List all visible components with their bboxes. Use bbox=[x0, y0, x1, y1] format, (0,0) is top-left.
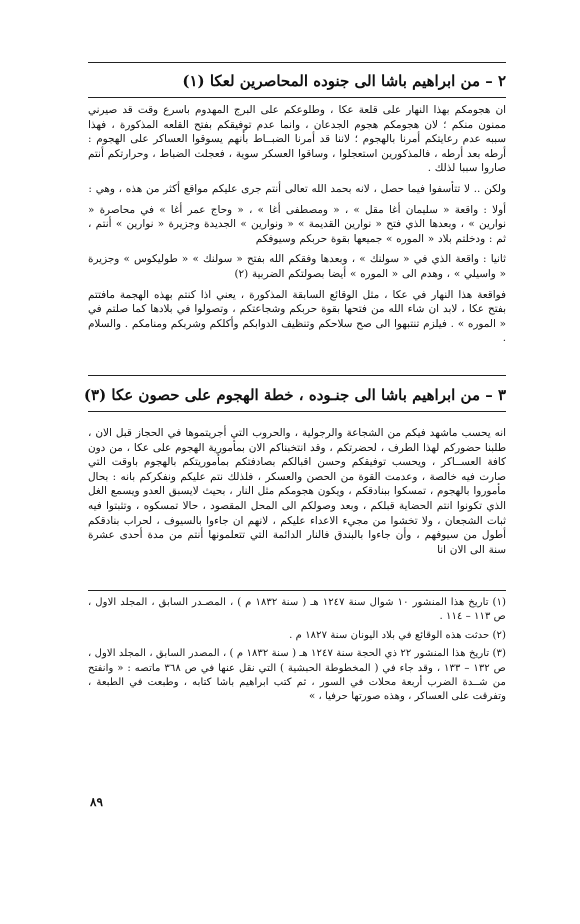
heading-rule bbox=[88, 411, 506, 412]
section-heading: ٢ – من ابراهيم باشا الى جنوده المحاصرين لعكا (١) bbox=[182, 72, 506, 90]
footnote: (٢) حدثت هذه الوقائع في بلاد اليونان سنة ١٨٢٧ م . bbox=[289, 629, 506, 641]
top-rule bbox=[88, 62, 506, 63]
footnotes bbox=[88, 596, 506, 705]
footnote: (١) تاريخ هذا المنشور ١٠ شوال سنة ١٢٤٧ هـ ( سنة ١٨٣٢ م ) ، المصـدر السابق ، المجلد الاول ، ص ١١٣ – ١١٤ . bbox=[88, 597, 506, 623]
footnote: (٣) تاريخ هذا المنشور ٢٢ ذي الحجة سنة ١٢٤٧ هـ ( سنة ١٨٣٢ م ) ، المصدر السابق ، المجلد الاول ، ص ١٣٢ – ١٣٣ ، وقد جاء في ( المخطوطة الحبشية ) التي نقل عنها في ص ٣٦٨ ماتصه : « وانفتح من شــدة الضرب أربعة محلات في السور ، ثم كتب ابراهيم باشا كتابه ، وطبعت في الطبعة ، وتفرقت على العساكر ، وهذه صورتها حرفيا ، » bbox=[88, 648, 507, 703]
page-number: ٨٩ bbox=[90, 795, 103, 809]
section-body bbox=[88, 103, 506, 346]
body-paragraph: أولا : واقعة « سليمان أغا مقل » ، « ومصطفى أغا » ، « وحاج عمر أغا » في محاصرة « نوارين » ، وبعدها الذي فتح « نوارين القديمة » « ونوارين » الجديدة وجزيرة « نوارين » أنتم ، ثم : ودخلتم بلاد « الموره » جميعها بقوة حربكم وسيوفكم bbox=[88, 203, 506, 245]
body-paragraph: انه يحسب ماشهد فيكم من الشجاعة والرجولية ، والحروب التي أجريتموها في الحجاز قبل الان ، طلبنا حضوركم لهذا الطرف ، لحضرتكم ، وقد انتخبناكم الان بمأمورية الهجوم على عكا ، من دون كافة العســاكر ، ويحسب توفيقكم وحسن اقبالكم بصادفتكم بمأموريتكم بالهجوم باوقت التي صارت فيه خالصة ، وعدمت القوة من الحصن والعسكر ، فلذلك نتم عليكم ونفكركم بانه : بحال مأموروا بالهجوم ، تمسكوا ببنادقكم ، ويكون هجومكم مثل النار ، بحيث لايسبق العدو ويسمع الغل الذي تكونوا انتم الحضاية قبلكم ، وبعد وصولكم الى المحل المقصود ، حالا تمسكوه ، وتثبتوا فيه ثبات الشجعان ، ولا تخشوا من مجيء الاعداء عليكم ، لانهم ان جاءوا بالسيوف ، لحراب بنادقكم أطول من سيوفهم ، وأن جاءوا بالبندق فالنار الدائمة التي تتعلمونها أنتم من مدة أحدى عشرة سنة الى الان انا bbox=[88, 427, 506, 556]
body-paragraph: ان هجومكم بهذا النهار على قلعة عكا ، وطلوعكم على البرج المهدوم باسرع وقت قد صيرني ممنون منكم ؛ لان هجومكم هجوم الجدعان ، وانما عدم توفيقكم بفتح القلعه المذكورة ، فهذا سببه عدم رعايتكم أمرنا بالهجوم ؛ لاننا قد أمرنا الضبــاط بأنهم يسوقوا العساكر على الهجوم : أرطه بعد أرطه ، فالمذكورين استعجلوا ، وساقوا العسكر سوية ، فعجلت الضباط ، وحرارتكم أنتم صاروا سببا لذلك . bbox=[88, 104, 506, 175]
footnote-rule bbox=[88, 590, 506, 591]
section-rule bbox=[88, 375, 506, 376]
body-paragraph: ولكن .. لا تتأسفوا فيما حصل ، لانه بحمد الله تعالى أنتم جرى عليكم مواقع أكثر من هذه ، وهي : bbox=[88, 182, 506, 195]
section-heading: ٣ – من ابراهيم باشا الى جنـوده ، خطة الهجوم على حصون عكا (٣) bbox=[83, 386, 506, 404]
body-paragraph: فواقعة هذا النهار في عكا ، مثل الوقائع السابقة المذكورة ، يعني اذا كنتم بهذه الهجمة مافتتم بفتح عكا ، لابد ان شاء الله من فتحها بقوة حربكم وشجاعتكم ، وتصولوا في بلادها كما صلتم في « الموره » . فيلزم تنتبهوا الى صح سلاحكم وتنظيف الدوابكم وأكلكم وشربكم ومنامكم . والسلام . bbox=[88, 288, 506, 345]
section-body bbox=[88, 426, 506, 557]
body-paragraph: ثانيا : واقعة الذي في « سولنك » ، وبعدها وفقكم الله بفتح « سولنك » « طوليكوس » وجزيرة « واسيلي » ، وهدم الى « الموره » أيضا بصولتكم الضربية (٢) bbox=[88, 253, 506, 280]
heading-rule bbox=[88, 97, 506, 98]
